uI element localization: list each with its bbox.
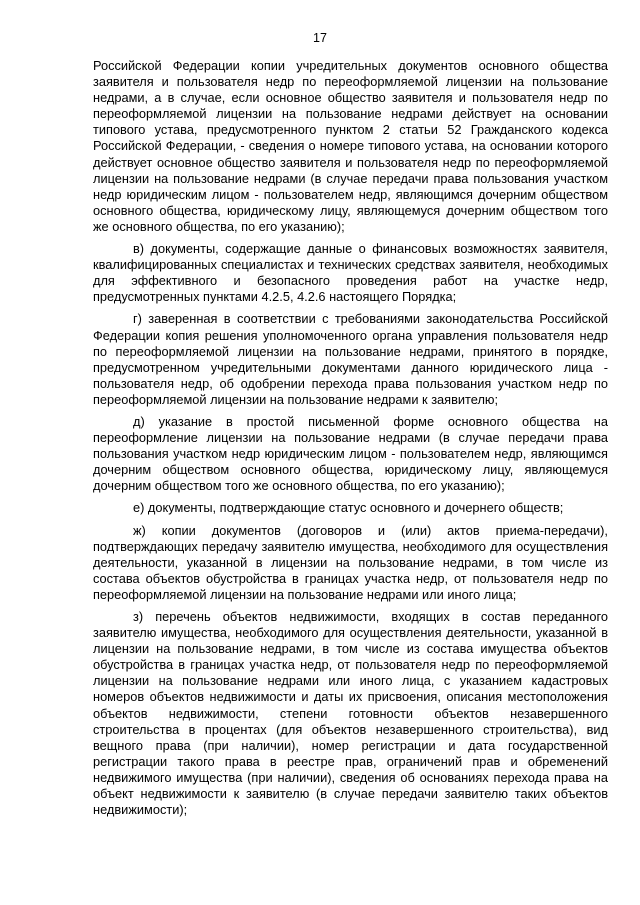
paragraph-zh: ж) копии документов (договоров и (или) актов приема-передачи), подтверждающих передачу заявителю имущества, необходимого для осуществления деятельности, указанной в лицензии на пользование недрами, в том числе из состава объектов обустройства в границах участка недр, от пользователя недр по переоформляемой лицензии на пользование недрами или иного лица; xyxy=(93,522,608,602)
paragraph-continuation: Российской Федерации копии учредительных документов основного общества заявителя и пользователя недр по переоформляемой лицензии на пользование недрами, а в случае, если основное общество заявителя и пользователя недр по переоформляемой лицензии на пользование недрами действует на основании типового устава, предусмотренного пунктом 2 статьи 52 Гражданского кодекса Российской Федерации, - сведения о номере типового устава, на основании которого действует основное общество заявителя и пользователя недр по переоформляемой лицензии на пользование недрами (в случае передачи права пользования участком недр юридическим лицом - пользователем недр, являющимся дочерним обществом основного общества, юридическому лицу, являющемуся дочерним обществом того же основного общества, по его указанию); xyxy=(93,58,608,234)
paragraph-g: г) заверенная в соответствии с требованиями законодательства Российской Федерации копия решения уполномоченного органа управления пользователя недр по переоформляемой лицензии на пользование недрами, принятого в порядке, предусмотренном учредительными документами данного юридического лица - пользователя недр, об одобрении перехода права пользования участком недр по переоформляемой лицензии на пользование недрами к заявителю; xyxy=(93,311,608,407)
paragraph-z: з) перечень объектов недвижимости, входящих в состав переданного заявителю имущества, необходимого для осуществления деятельности, указанной в лицензии на пользование недрами, в том числе из состава имущества объектов обустройства в границах участка недр, от пользователя недр по переоформляемой лицензии на пользование недрами или иного лица, с указанием кадастровых номеров объектов недвижимости и даты их присвоения, описания местоположения объектов недвижимости, степени готовности объектов незавершенного строительства в процентах (для объектов незавершенного строительства), вид вещного права (при наличии), номер регистрации и дата государственной регистрации такого права в реестре прав, ограничений прав и обременений недвижимого имущества (при наличии), сведения об основаниях перехода права на объект недвижимости к заявителю (в случае передачи заявителю таких объектов недвижимости); xyxy=(93,609,608,818)
document-body xyxy=(93,58,608,824)
paragraph-v: в) документы, содержащие данные о финансовых возможностях заявителя, квалифицированных специалистах и технических средствах заявителя, необходимых для эффективного и безопасного проведения работ на участке недр, предусмотренных пунктами 4.2.5, 4.2.6 настоящего Порядка; xyxy=(93,241,608,305)
paragraph-d: д) указание в простой письменной форме основного общества на переоформление лицензии на пользование недрами (в случае передачи права пользования участком недр юридическим лицом - пользователем недр, являющимся дочерним обществом основного общества, юридическому лицу, являющемуся дочерним обществом того же основного общества, по его указанию); xyxy=(93,413,608,494)
paragraph-e: е) документы, подтверждающие статус основного и дочернего обществ; xyxy=(133,500,564,516)
page-number: 17 xyxy=(313,31,327,45)
